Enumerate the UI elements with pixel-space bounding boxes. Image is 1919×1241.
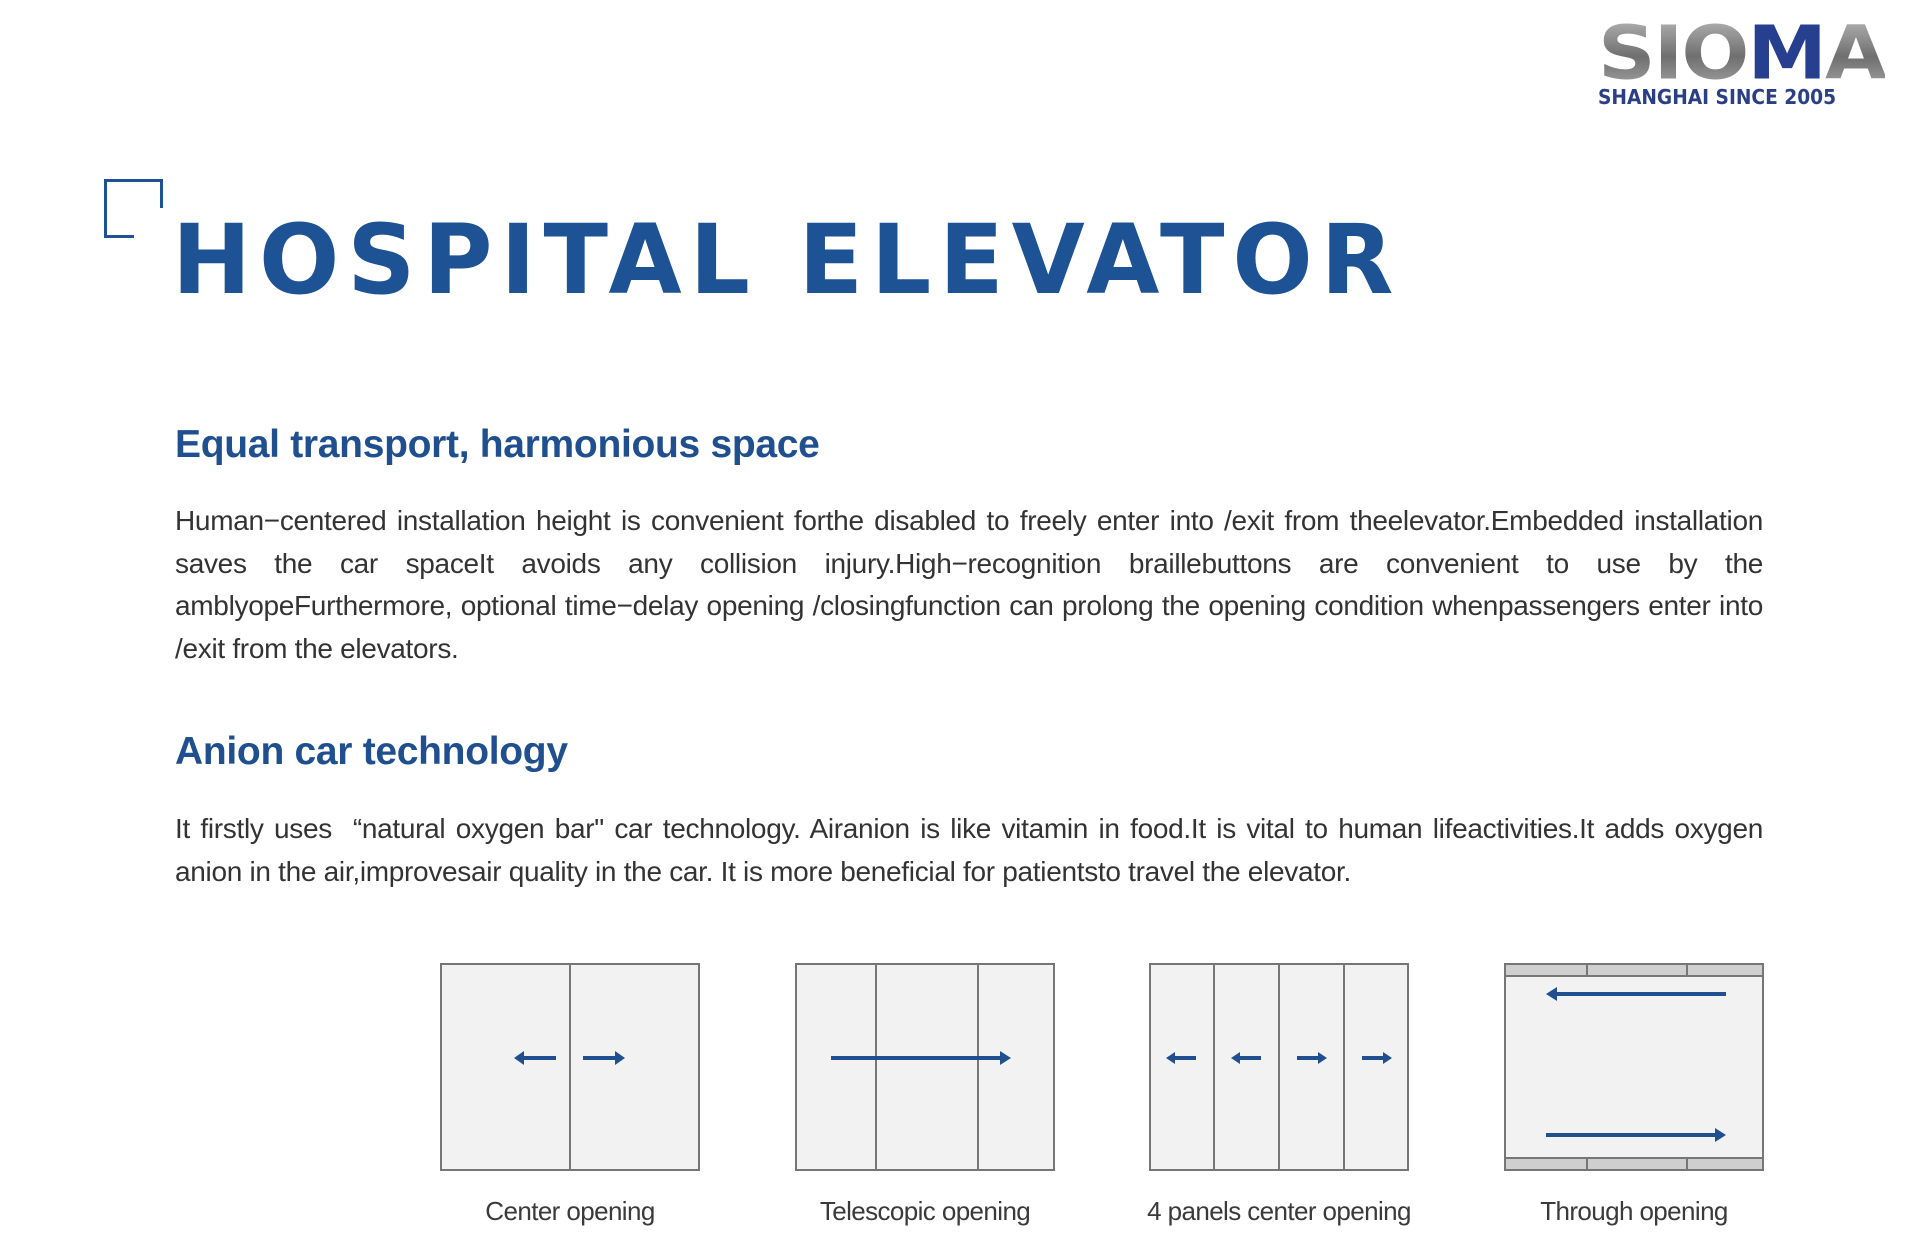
logo-letter-o: O [1681,10,1748,96]
logo-tagline: SHANGHAI SINCE 2005 [1598,85,1837,109]
section-heading-equal-transport: Equal transport, harmonious space [175,423,820,466]
logo-letter-m: M [1747,10,1826,96]
four-panel-opening-diagram-icon [1149,963,1409,1171]
page-title: HOSPITAL ELEVATOR [172,204,1402,316]
sioma-logo [1598,10,1885,110]
door-diagram-telescopic-opening [795,963,1055,1171]
arrow-right-icon [1297,1052,1327,1064]
arrow-right-long-icon [831,1051,1011,1065]
center-opening-diagram-icon [440,963,700,1171]
arrow-left-icon [1166,1052,1196,1064]
section-body-equal-transport: Human−centered installation height is convenient forthe disabled to freely enter into /exit from theelevator.Embedded installation saves the car spaceIt avoids any collision injury.High−recognition braillebuttons are convenient to use by the amblyopeFurthermore, optional time−delay opening /closingfunction can prolong the opening condition whenpassengers enter into /exit from the elevators. [175,505,1763,664]
door-label-4-panels-center-opening: 4 panels center opening [1147,1196,1411,1226]
through-opening-diagram-icon [1504,963,1764,1171]
section-heading-anion-car: Anion car technology [175,730,568,773]
logo-wordmark [1598,10,1885,96]
logo-letter-a: A [1825,10,1885,96]
arrow-left-icon [514,1051,556,1065]
corner-bracket-icon [104,179,163,238]
arrow-right-icon [583,1051,625,1065]
logo-letters-si: SI [1598,10,1682,96]
door-label-telescopic-opening: Telescopic opening [819,1196,1031,1226]
door-diagram-through-opening [1504,963,1764,1171]
door-diagram-center-opening [440,963,700,1171]
door-label-center-opening: Center opening [485,1196,655,1226]
telescopic-opening-diagram-icon [795,963,1055,1171]
arrow-right-icon [1362,1052,1392,1064]
door-label-through-opening: Through opening [1540,1196,1728,1226]
arrow-left-icon [1231,1052,1261,1064]
section-body-anion-car: It firstly uses “natural oxygen bar" car technology. Airanion is like vitamin in food.It is vital to human lifeactivities.It adds oxygen anion in the air,improvesair quality in the car. It is more beneficial for patientsto travel the elevator. [175,813,1763,887]
door-diagram-4-panels-center-opening [1149,963,1409,1171]
